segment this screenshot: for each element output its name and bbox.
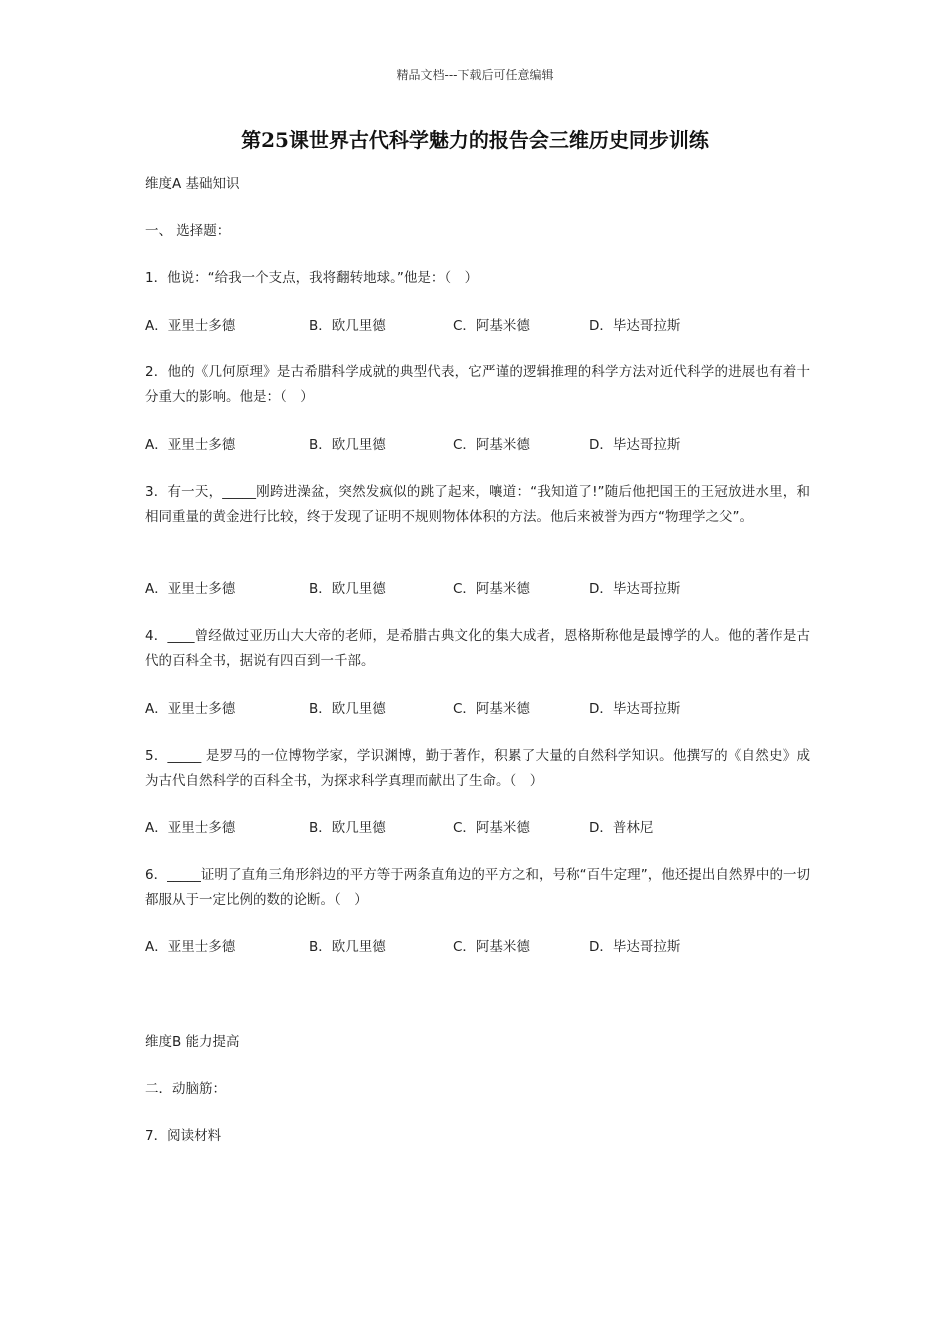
option-d: D．毕达哥拉斯 bbox=[589, 939, 681, 955]
option-c: C．阿基米德 bbox=[453, 701, 530, 717]
option-c: C．阿基米德 bbox=[453, 581, 530, 597]
page-header: 精品文档---下载后可任意编辑 bbox=[396, 68, 554, 82]
option-c: C．阿基米德 bbox=[453, 318, 530, 334]
option-a: A．亚里士多德 bbox=[145, 939, 236, 955]
part-two-heading: 二．动脑筋： bbox=[145, 1081, 226, 1097]
option-a: A．亚里士多德 bbox=[145, 701, 236, 717]
page-title: 第25课世界古代科学魅力的报告会三维历史同步训练 bbox=[241, 128, 709, 152]
option-c: C．阿基米德 bbox=[453, 437, 530, 453]
option-d: D．普林尼 bbox=[589, 820, 654, 836]
question-7-text: 7．阅读材料 bbox=[145, 1128, 222, 1144]
option-b: B．欧几里德 bbox=[309, 437, 386, 453]
option-a: A．亚里士多德 bbox=[145, 820, 236, 836]
option-b: B．欧几里德 bbox=[309, 581, 386, 597]
option-b: B．欧几里德 bbox=[309, 939, 386, 955]
question-4-options bbox=[145, 697, 805, 721]
question-1-options bbox=[145, 314, 805, 338]
section-b-heading: 维度B 能力提高 bbox=[145, 1034, 240, 1050]
option-a: A．亚里士多德 bbox=[145, 318, 236, 334]
question-6-text: 6．_____证明了直角三角形斜边的平方等于两条直角边的平方之和，号称“百牛定理”，他还提出自然界中的一切都服从于一定比例的数的论断。（ ） bbox=[145, 867, 810, 908]
question-2-options bbox=[145, 433, 805, 457]
question-6-options bbox=[145, 935, 805, 959]
question-1-text: 1．他说：“给我一个支点，我将翻转地球。”他是：（ ） bbox=[145, 270, 479, 286]
option-c: C．阿基米德 bbox=[453, 939, 530, 955]
part-one-heading: 一、 选择题： bbox=[145, 223, 231, 239]
question-3-text: 3．有一天，_____刚跨进澡盆，突然发疯似的跳了起来，嚷道：“我知道了!”随后他把国王的王冠放进水里，和相同重量的黄金进行比较，终于发现了证明不规则物体体积的方法。他后来被誉为西方“物理学之父”。 bbox=[145, 484, 810, 525]
option-a: A．亚里士多德 bbox=[145, 581, 236, 597]
option-b: B．欧几里德 bbox=[309, 318, 386, 334]
option-a: A．亚里士多德 bbox=[145, 437, 236, 453]
question-5-text: 5．_____ 是罗马的一位博物学家，学识渊博，勤于著作，积累了大量的自然科学知识。他撰写的《自然史》成为古代自然科学的百科全书，为探求科学真理而献出了生命。（ ） bbox=[145, 748, 810, 789]
option-d: D．毕达哥拉斯 bbox=[589, 581, 681, 597]
question-5-options bbox=[145, 816, 805, 840]
question-2-text: 2．他的《几何原理》是古希腊科学成就的典型代表，它严谨的逻辑推理的科学方法对近代科学的进展也有着十分重大的影响。他是：（ ） bbox=[145, 364, 810, 405]
option-c: C．阿基米德 bbox=[453, 820, 530, 836]
question-4-text: 4．____曾经做过亚历山大大帝的老师，是希腊古典文化的集大成者，恩格斯称他是最博学的人。他的著作是古代的百科全书，据说有四百到一千部。 bbox=[145, 628, 810, 669]
option-d: D．毕达哥拉斯 bbox=[589, 437, 681, 453]
option-b: B．欧几里德 bbox=[309, 820, 386, 836]
option-d: D．毕达哥拉斯 bbox=[589, 701, 681, 717]
option-d: D．毕达哥拉斯 bbox=[589, 318, 681, 334]
section-a-heading: 维度A 基础知识 bbox=[145, 176, 240, 192]
question-3-options bbox=[145, 577, 805, 601]
option-b: B．欧几里德 bbox=[309, 701, 386, 717]
